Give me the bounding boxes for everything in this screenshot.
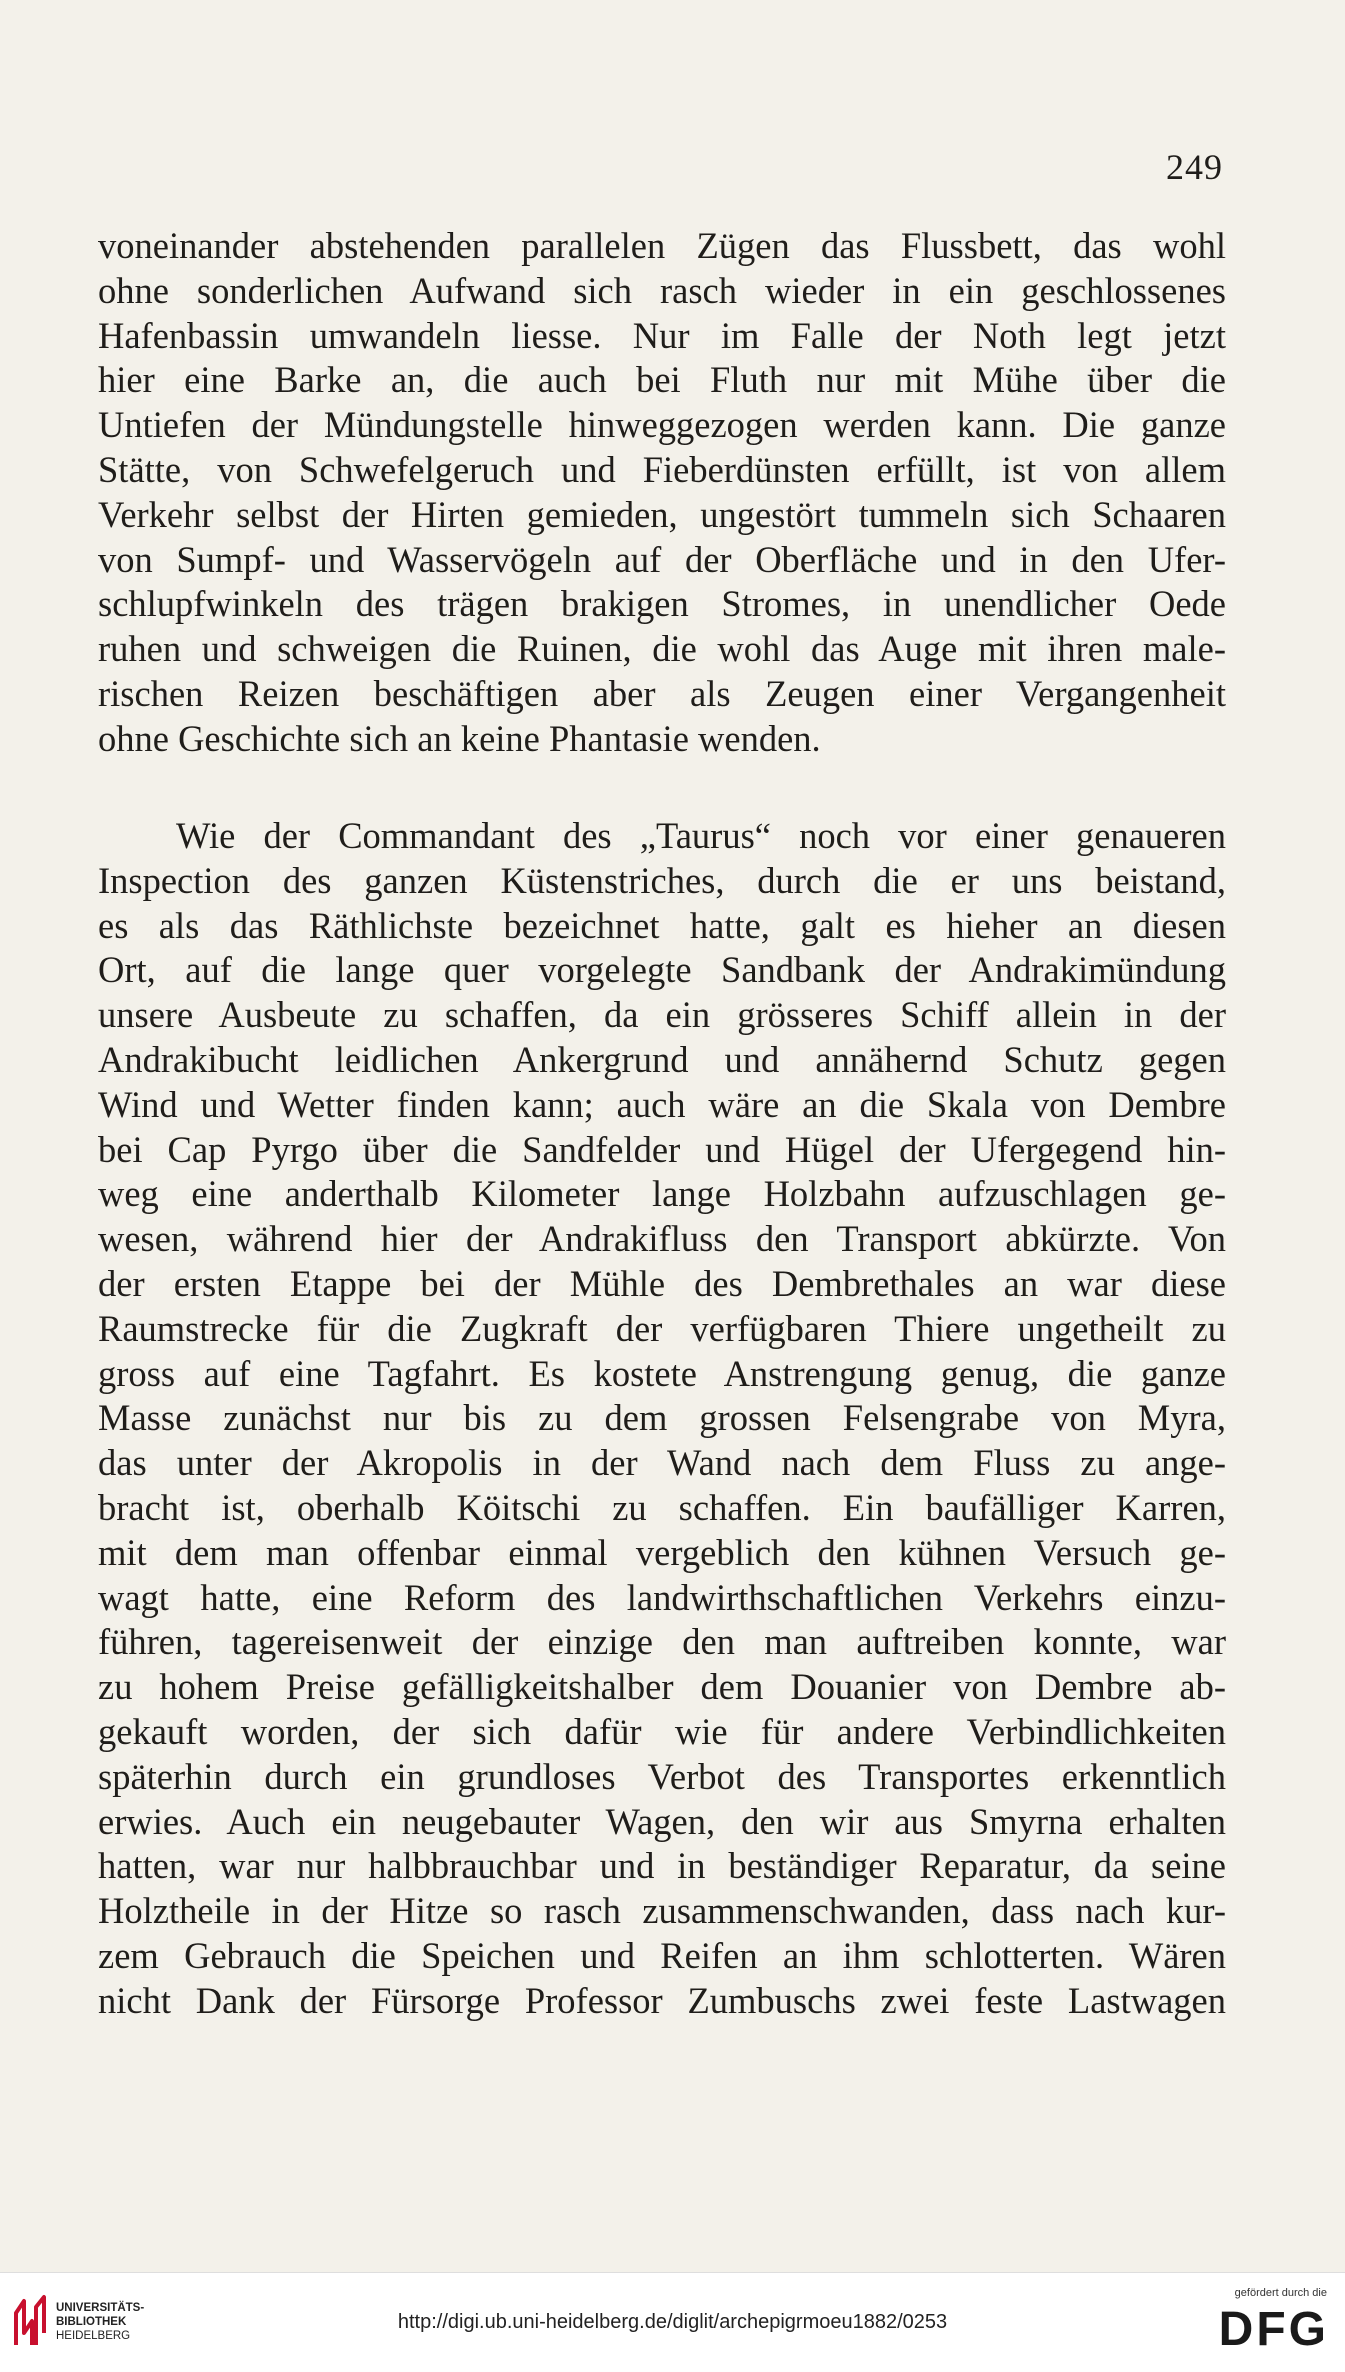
text-line: schlupfwinkeln des trägen brakigen Stromes, in unendlicher Oede: [98, 583, 1226, 625]
text-line: ohne sonderlichen Aufwand sich rasch wieder in ein geschlossenes: [98, 269, 1226, 311]
dfg-logo: DFG: [1218, 2303, 1329, 2356]
text-line: nicht Dank der Fürsorge Professor Zumbuschs zwei feste Lastwagen: [98, 1979, 1226, 2021]
institution-line: HEIDELBERG: [56, 2330, 131, 2342]
text-line: wagt hatte, eine Reform des landwirthschaftlichen Verkehrs einzu-: [98, 1576, 1226, 1618]
text-line: gross auf eine Tagfahrt. Es kostete Anstrengung genug, die ganze: [98, 1352, 1226, 1394]
text-line: späterhin durch ein grundloses Verbot des Transportes erkenntlich: [98, 1755, 1226, 1797]
text-line: bei Cap Pyrgo über die Sandfelder und Hügel der Ufergegend hin-: [98, 1128, 1226, 1170]
text-line: Wind und Wetter finden kann; auch wäre an die Skala von Dembre: [98, 1083, 1226, 1125]
page-number: 249: [1166, 147, 1223, 187]
text-line: Untiefen der Mündungstelle hinweggezogen werden kann. Die ganze: [98, 404, 1226, 446]
text-line: gekauft worden, der sich dafür wie für andere Verbindlichkeiten: [98, 1710, 1226, 1752]
text-line: weg eine anderthalb Kilometer lange Holzbahn aufzuschlagen ge-: [98, 1173, 1226, 1215]
institution-line: UNIVERSITÄTS-: [56, 2302, 145, 2314]
text-line: wesen, während hier der Andrakifluss den Transport abkürzte. Von: [98, 1218, 1226, 1260]
text-line: rischen Reizen beschäftigen aber als Zeugen einer Vergangenheit: [98, 672, 1226, 714]
text-line: Ort, auf die lange quer vorgelegte Sandbank der Andrakimündung: [98, 949, 1226, 991]
text-line: ruhen und schweigen die Ruinen, die wohl das Auge mit ihren male-: [98, 628, 1226, 670]
text-line: Andrakibucht leidlichen Ankergrund und annähernd Schutz gegen: [98, 1038, 1226, 1080]
source-url-link[interactable]: http://digi.ub.uni-heidelberg.de/diglit/archepigrmoeu1882/0253: [397, 2311, 948, 2333]
text-line: hier eine Barke an, die auch bei Fluth nur mit Mühe über die: [98, 359, 1226, 401]
text-line: das unter der Akropolis in der Wand nach dem Fluss zu ange-: [98, 1442, 1226, 1484]
text-line: Verkehr selbst der Hirten gemieden, ungestört tummeln sich Schaaren: [98, 493, 1226, 535]
text-line: ohne Geschichte sich an keine Phantasie wenden.: [98, 717, 821, 759]
text-line: es als das Räthlichste bezeichnet hatte, galt es hieher an diesen: [98, 904, 1226, 946]
text-line: zem Gebrauch die Speichen und Reifen an ihm schlotterten. Wären: [98, 1934, 1226, 1976]
paragraph-1: [98, 224, 1226, 762]
institution-line: BIBLIOTHEK: [56, 2316, 127, 2328]
text-line: Inspection des ganzen Küstenstriches, durch die er uns beistand,: [98, 859, 1226, 901]
text-line: Raumstrecke für die Zugkraft der verfügbaren Thiere ungetheilt zu: [98, 1307, 1226, 1349]
text-line: erwies. Auch ein neugebauter Wagen, den wir aus Smyrna erhalten: [98, 1800, 1226, 1842]
text-line: bracht ist, oberhalb Köitschi zu schaffen. Ein baufälliger Karren,: [98, 1486, 1226, 1528]
text-line: mit dem man offenbar einmal vergeblich den kühnen Versuch ge-: [98, 1531, 1226, 1573]
text-line: Holztheile in der Hitze so rasch zusammenschwanden, dass nach kur-: [98, 1890, 1226, 1932]
text-line: führen, tagereisenweit der einzige den man auftreiben konnte, war: [98, 1621, 1226, 1663]
text-line: der ersten Etappe bei der Mühle des Dembrethales an war diese: [98, 1262, 1226, 1304]
funding-caption: gefördert durch die: [1234, 2287, 1327, 2299]
text-line: voneinander abstehenden parallelen Zügen das Flussbett, das wohl: [98, 225, 1226, 266]
text-line: von Sumpf- und Wasservögeln auf der Oberfläche und in den Ufer-: [98, 538, 1226, 580]
text-line: Hafenbassin umwandeln liesse. Nur im Falle der Noth legt jetzt: [98, 314, 1226, 356]
text-line: Stätte, von Schwefelgeruch und Fieberdünsten erfüllt, ist von allem: [98, 448, 1226, 490]
text-line: hatten, war nur halbbrauchbar und in beständiger Reparatur, da seine: [98, 1845, 1226, 1887]
text-line: zu hohem Preise gefälligkeitshalber dem Douanier von Dembre ab-: [98, 1666, 1226, 1708]
text-line: Masse zunächst nur bis zu dem grossen Felsengrabe von Myra,: [98, 1397, 1226, 1439]
text-line: unsere Ausbeute zu schaffen, da ein grösseres Schiff allein in der: [98, 994, 1226, 1036]
text-line: Wie der Commandant des „Taurus“ noch vor einer genaueren: [176, 815, 1226, 856]
digitization-footer: [0, 2272, 1345, 2372]
paragraph-2: [98, 814, 1226, 2024]
